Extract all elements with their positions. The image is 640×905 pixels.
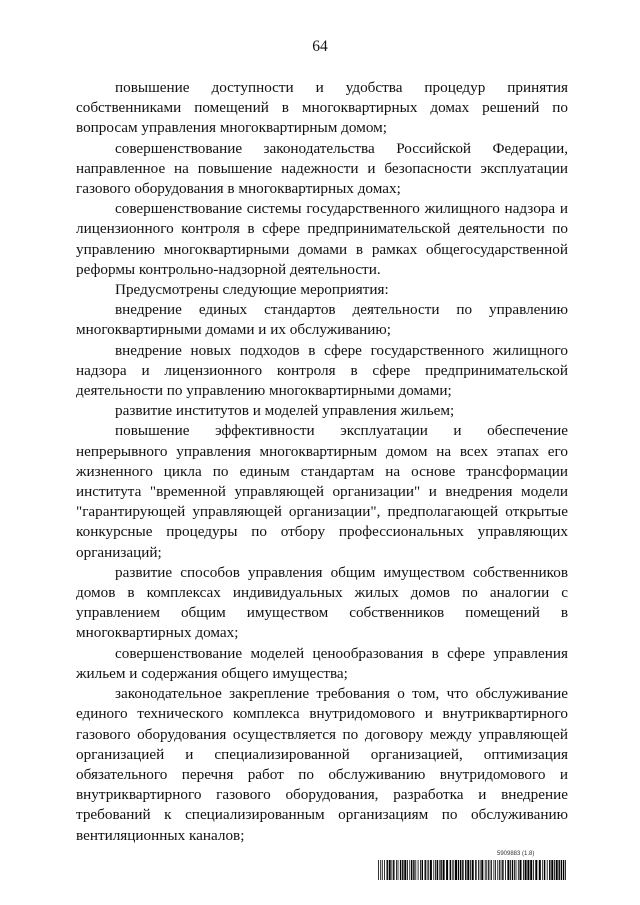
- barcode-image: [378, 860, 568, 880]
- paragraph: Предусмотрены следующие мероприятия:: [115, 281, 389, 299]
- paragraph: повышение эффективности эксплуатации и обеспечение непрерывного управления многоквартирным домом на всех этапах его жизненного цикла по единым стандартам на основе трансформации института "временной управляющей организации" и внедрения модели "гарантирующей управляющей организации", предполагающей открытые конкурсные процедуры по отбору профессиональных управляющих организаций;: [76, 422, 568, 561]
- paragraph: совершенствование системы государственного жилищного надзора и лицензионного контроля в сфере предпринимательской деятельности по управлению многоквартирными домами в рамках общегосударственной реформы контрольно-надзорной деятельности.: [76, 200, 568, 278]
- paragraph: повышение доступности и удобства процедур принятия собственниками помещений в многоквартирных домах решений по вопросам управления многоквартирным домом;: [76, 79, 568, 137]
- body-text: [76, 78, 568, 846]
- paragraph: развитие институтов и моделей управления жильем;: [115, 402, 455, 420]
- paragraph: внедрение единых стандартов деятельности по управлению многоквартирными домами и их обслуживанию;: [76, 301, 568, 339]
- document-code: 5909883 (1.8): [497, 851, 535, 857]
- page-number: 64: [312, 38, 328, 55]
- paragraph: развитие способов управления общим имуществом собственников домов в комплексах индивидуальных жилых домов по аналогии с управлением общим имуществом собственников помещений в многоквартирных домах;: [76, 563, 568, 642]
- paragraph: законодательное закрепление требования о том, что обслуживание единого технического комплекса внутридомового и внутриквартирного газового оборудования осуществляется по договору между управляющей организацией и специализированной организацией, оптимизация обязательного перечня работ по обслуживанию внутридомового и внутриквартирного газового оборудования, разработка и внедрение требований к специализированным организациям по обслуживанию вентиляционных каналов;: [76, 685, 568, 844]
- paragraph: совершенствование законодательства Российской Федерации, направленное на повышение надежности и безопасности эксплуатации газового оборудования в многоквартирных домах;: [76, 139, 568, 198]
- paragraph: внедрение новых подходов в сфере государственного жилищного надзора и лицензионного контроля в сфере предпринимательской деятельности по управлению многоквартирными домами;: [76, 341, 568, 400]
- paragraph: совершенствование моделей ценообразования в сфере управления жильем и содержания общего имущества;: [76, 644, 568, 682]
